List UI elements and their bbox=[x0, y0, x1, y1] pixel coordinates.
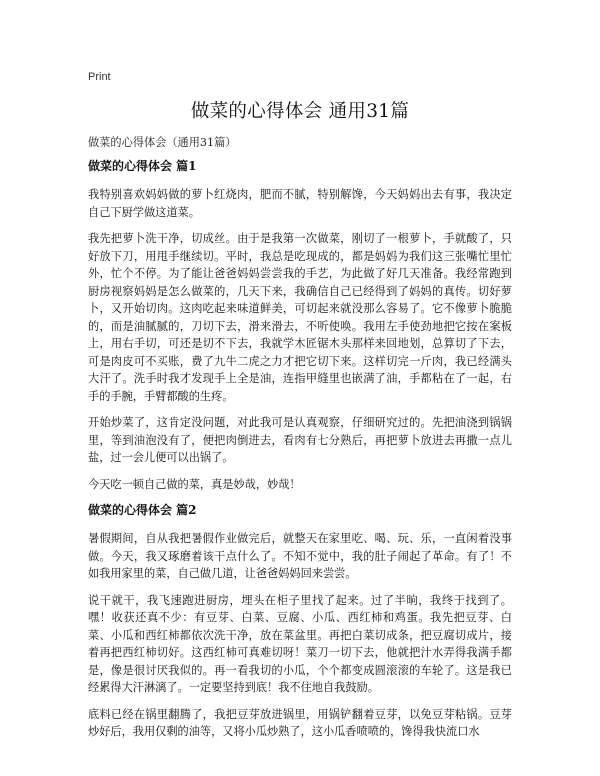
print-link[interactable]: Print bbox=[88, 71, 111, 83]
document-subtitle: 做菜的心得体会（通用31篇） bbox=[88, 136, 237, 149]
paragraph: 暑假期间，自从我把暑假作业做完后，就整天在家里吃、喝、玩、乐，一直闲着没事做。今天，我又琢磨着该干点什么了。不知不觉中，我的肚子闹起了革命。有了！不如我用家里的菜，自己做几道，让爸爸妈妈回来尝尝。 bbox=[88, 532, 512, 580]
document-content bbox=[88, 158, 512, 750]
section-heading: 做菜的心得体会 篇1 bbox=[88, 159, 197, 173]
paragraph: 我先把萝卜洗干净，切成丝。由于是我第一次做菜，刚切了一根萝卜，手就酸了，只好放下刀，用甩手继续切。平时，我总是吃现成的，都是妈妈为我们这三张嘴忙里忙外，忙个不停。为了能让爸爸妈妈尝尝我的手艺，为此做了好几天准备。我经常跑到厨房视察妈妈是怎么做菜的，几天下来，我确信自己已经得到了妈妈的真传。切好萝卜，又开始切肉。这肉吃起来味道鲜美，可切起来就没那么容易了。它不像萝卜脆脆的，而是油腻腻的，刀切下去，滑来滑去，不听使唤。我用左手使劲地把它按在案板上，用右手切，可还是切不下去，我就学木匠锯木头那样来回地划，总算切了下去，可是肉皮可不买账，费了九牛二虎之力才把它切下来。这样切完一斤肉，我已经满头大汗了。洗手时我才发现手上全是油，连指甲缝里也嵌满了油，手都粘在了一起，右手的手腕，手臂都酸的生疼。 bbox=[88, 232, 512, 403]
section-2 bbox=[88, 502, 512, 741]
section-1 bbox=[88, 158, 512, 493]
paragraph: 说干就干，我飞速跑进厨房，埋头在柜子里找了起来。过了半晌，我终于找到了。嘿！收获还真不少：有豆芽、白菜、豆腐、小瓜、西红柿和鸡蛋。我先把豆芽、白菜、小瓜和西红柿都依次洗干净，放在菜盆里。再把白菜切成条，把豆腐切成片，接着再把西红柿切好。这西红柿可真难切呀！菜刀一切下去，他就把汁水弄得我满手都是，像是很讨厌我似的。再一看我切的小瓜，个个都变成圆滚滚的车轮了。这是我已经累得大汗淋漓了。一定要坚持到底！我不住地自我鼓励。 bbox=[88, 593, 512, 694]
section-heading: 做菜的心得体会 篇2 bbox=[88, 503, 197, 517]
paragraph: 今天吃一顿自己做的菜，真是妙哉，妙哉！ bbox=[88, 477, 301, 491]
paragraph: 开始炒菜了，这肯定没问题，对此我可是认真观察，仔细研究过的。先把油浇到锅锅里，等到油泡没有了，便把肉倒进去，看肉有七分熟后，再把萝卜放进去再撒一点儿盐，过一会儿便可以出锅了。 bbox=[88, 416, 512, 464]
document-title: 做菜的心得体会 通用31篇 bbox=[190, 101, 410, 122]
paragraph: 底料已经在锅里翻腾了，我把豆芽放进锅里，用锅铲翻着豆芽，以免豆芽粘锅。豆芽炒好后，我用仅剩的油等，又将小瓜炒熟了，这小瓜香喷喷的，馋得我快流口水 bbox=[88, 707, 512, 738]
paragraph: 我特别喜欢妈妈做的萝卜红烧肉，肥而不腻，特别解馋，今天妈妈出去有事，我决定自己下厨学做这道菜。 bbox=[88, 188, 512, 219]
